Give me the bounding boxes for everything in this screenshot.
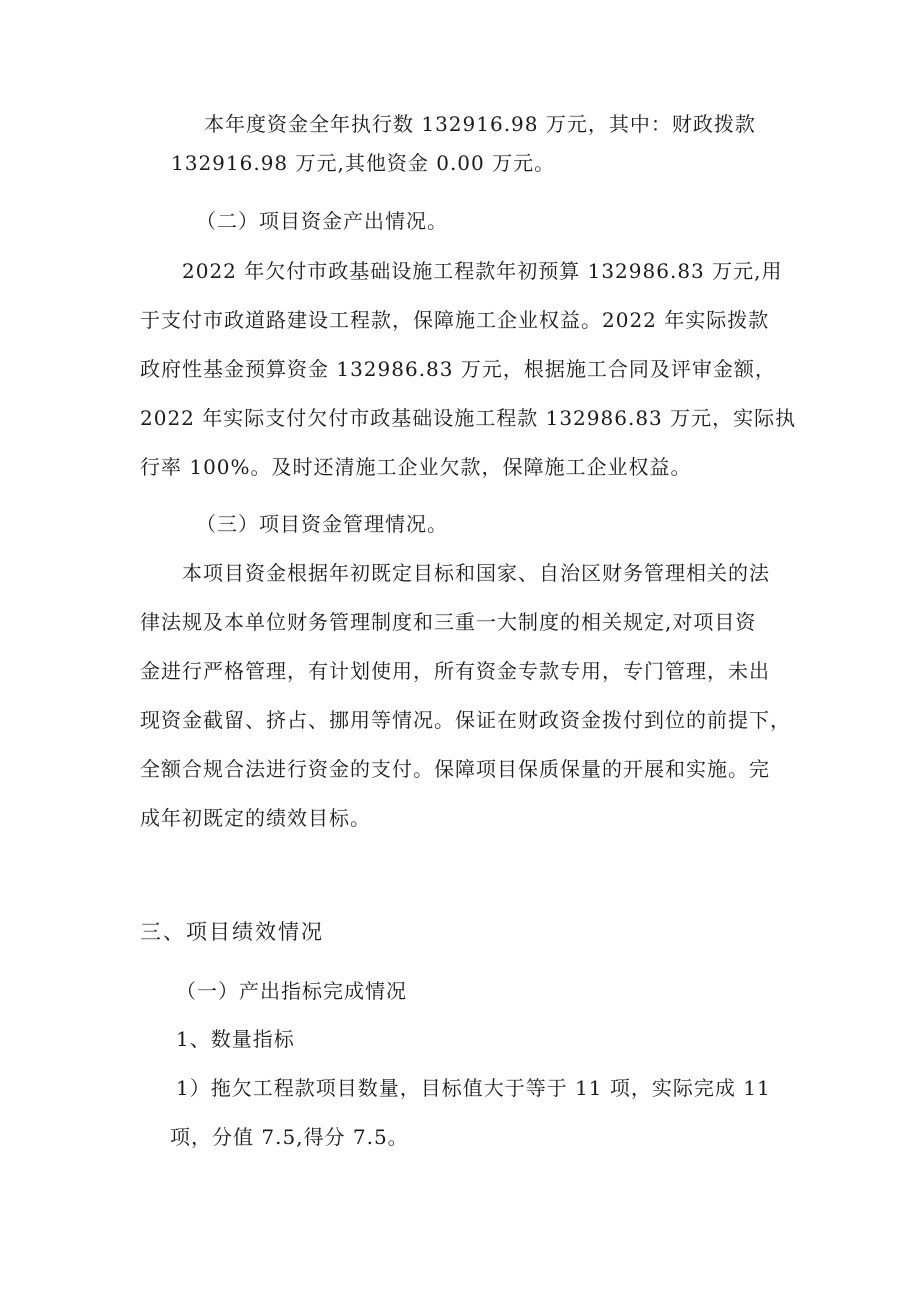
section-management-heading: （三）项目资金管理情况。 bbox=[196, 512, 448, 536]
section-three-heading: 三、项目绩效情况 bbox=[140, 920, 324, 944]
section-output-heading: （二）项目资金产出情况。 bbox=[196, 209, 448, 233]
funds-execution-line-1: 本年度资金全年执行数 132916.98 万元，其中：财政拨款 bbox=[204, 112, 756, 136]
output-indicators-subheading: （一）产出指标完成情况 bbox=[176, 979, 407, 1003]
output-paragraph-line-4: 2022 年实际支付欠付市政基础设施工程款 132986.83 万元，实际执 bbox=[140, 406, 797, 430]
indicator-item-1-line-1: 1）拖欠工程款项目数量，目标值大于等于 11 项，实际完成 11 bbox=[176, 1076, 771, 1100]
output-paragraph-line-2: 于支付市政道路建设工程款，保障施工企业权益。2022 年实际拨款 bbox=[140, 308, 770, 332]
management-paragraph-line-2: 律法规及本单位财务管理制度和三重一大制度的相关规定,对项目资 bbox=[140, 610, 757, 634]
management-paragraph-line-3: 金进行严格管理，有计划使用，所有资金专款专用，专门管理，未出 bbox=[140, 659, 770, 683]
output-paragraph-line-3: 政府性基金预算资金 132986.83 万元，根据施工合同及评审金额， bbox=[140, 357, 776, 381]
management-paragraph-line-6: 成年初既定的绩效目标。 bbox=[140, 806, 371, 830]
quantity-indicators-heading: 1、数量指标 bbox=[176, 1027, 295, 1051]
management-paragraph-line-5: 全额合规合法进行资金的支付。保障项目保质保量的开展和实施。完 bbox=[140, 757, 770, 781]
output-paragraph-line-5: 行率 100%。及时还清施工企业欠款，保障施工企业权益。 bbox=[140, 455, 692, 479]
funds-execution-line-2: 132916.98 万元,其他资金 0.00 万元。 bbox=[171, 151, 556, 175]
output-paragraph-line-1: 2022 年欠付市政基础设施工程款年初预算 132986.83 万元,用 bbox=[182, 259, 783, 283]
indicator-item-1-line-2: 项，分值 7.5,得分 7.5。 bbox=[170, 1125, 409, 1149]
management-paragraph-line-4: 现资金截留、挤占、挪用等情况。保证在财政资金拨付到位的前提下， bbox=[140, 708, 791, 732]
management-paragraph-line-1: 本项目资金根据年初既定目标和国家、自治区财务管理相关的法 bbox=[182, 561, 770, 585]
